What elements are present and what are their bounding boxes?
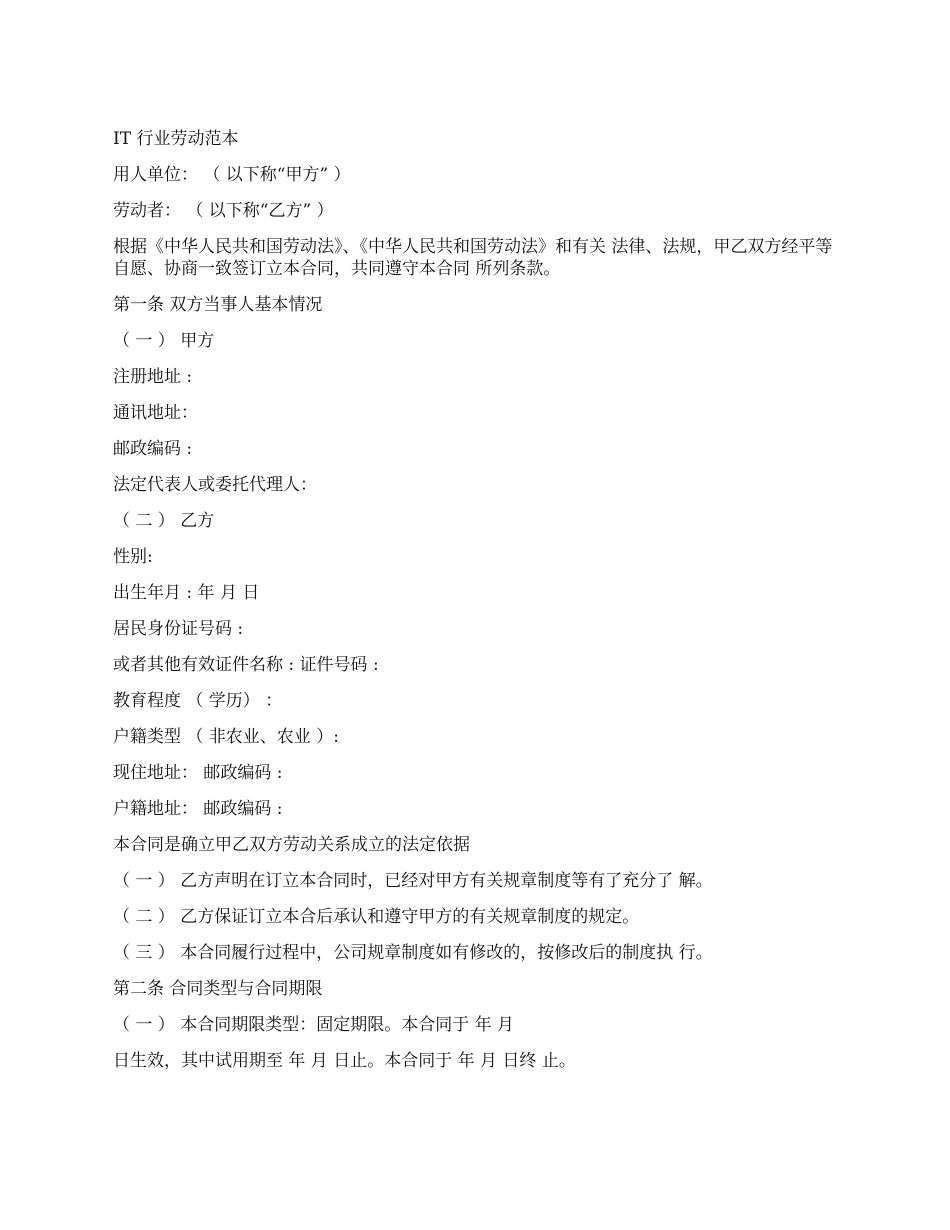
clause-item-1: （ 一 ） 乙方声明在订立本合同时，已经对甲方有关规章制度等有了充分了 解。 <box>113 871 713 891</box>
household-type-field: 户籍类型 （ 非农业、农业 ）: <box>113 727 339 747</box>
document-title: IT 行业劳动范本 <box>113 129 239 149</box>
education-field: 教育程度 （ 学历） ： <box>113 691 283 711</box>
id-number-field: 居民身份证号码 : <box>113 619 244 639</box>
legal-basis-statement: 本合同是确立甲乙双方劳动关系成立的法定依据 <box>113 835 470 855</box>
contract-term-dates: 日生效，其中试用期至 年 月 日止。本合同于 年 月 日终 止。 <box>113 1051 576 1071</box>
article-2-heading: 第二条 合同类型与合同期限 <box>113 979 323 999</box>
article-1-heading: 第一条 双方当事人基本情况 <box>113 295 323 315</box>
registered-address-field: 注册地址 : <box>113 367 193 387</box>
party-b-heading: （ 二 ） 乙方 <box>113 511 215 531</box>
employer-line: 用人单位： （ 以下称“甲方” ） <box>113 165 351 185</box>
clause-item-2: （ 二 ） 乙方保证订立本合后承认和遵守甲方的有关规章制度的规定。 <box>113 907 640 927</box>
household-address-field: 户籍地址： 邮政编码 : <box>113 799 283 819</box>
mailing-address-field: 通讯地址： <box>113 403 198 423</box>
preamble-paragraph: 根据《中华人民共和国劳动法》、《中华人民共和国劳动法》和有关 法律、法规，甲乙双方经平等自愿、协商一致签订立本合同，共同遵守本合同 所列条款。 <box>113 237 833 279</box>
document-page <box>113 128 833 1086</box>
gender-field: 性别: <box>113 547 153 567</box>
contract-term-type: （ 一 ） 本合同期限类型：固定期限。本合同于 年 月 <box>113 1015 515 1035</box>
clause-item-3: （ 三 ） 本合同履行过程中，公司规章制度如有修改的，按修改后的制度执 行。 <box>113 943 713 963</box>
postal-code-field: 邮政编码 : <box>113 439 193 459</box>
party-a-heading: （ 一 ） 甲方 <box>113 331 215 351</box>
other-id-field: 或者其他有效证件名称 : 证件号码 : <box>113 655 379 675</box>
birth-date-field: 出生年月 : 年 月 日 <box>113 583 260 603</box>
legal-representative-field: 法定代表人或委托代理人： <box>113 475 317 495</box>
employee-line: 劳动者： （ 以下称“乙方” ） <box>113 201 334 221</box>
current-address-field: 现住地址： 邮政编码 : <box>113 763 283 783</box>
